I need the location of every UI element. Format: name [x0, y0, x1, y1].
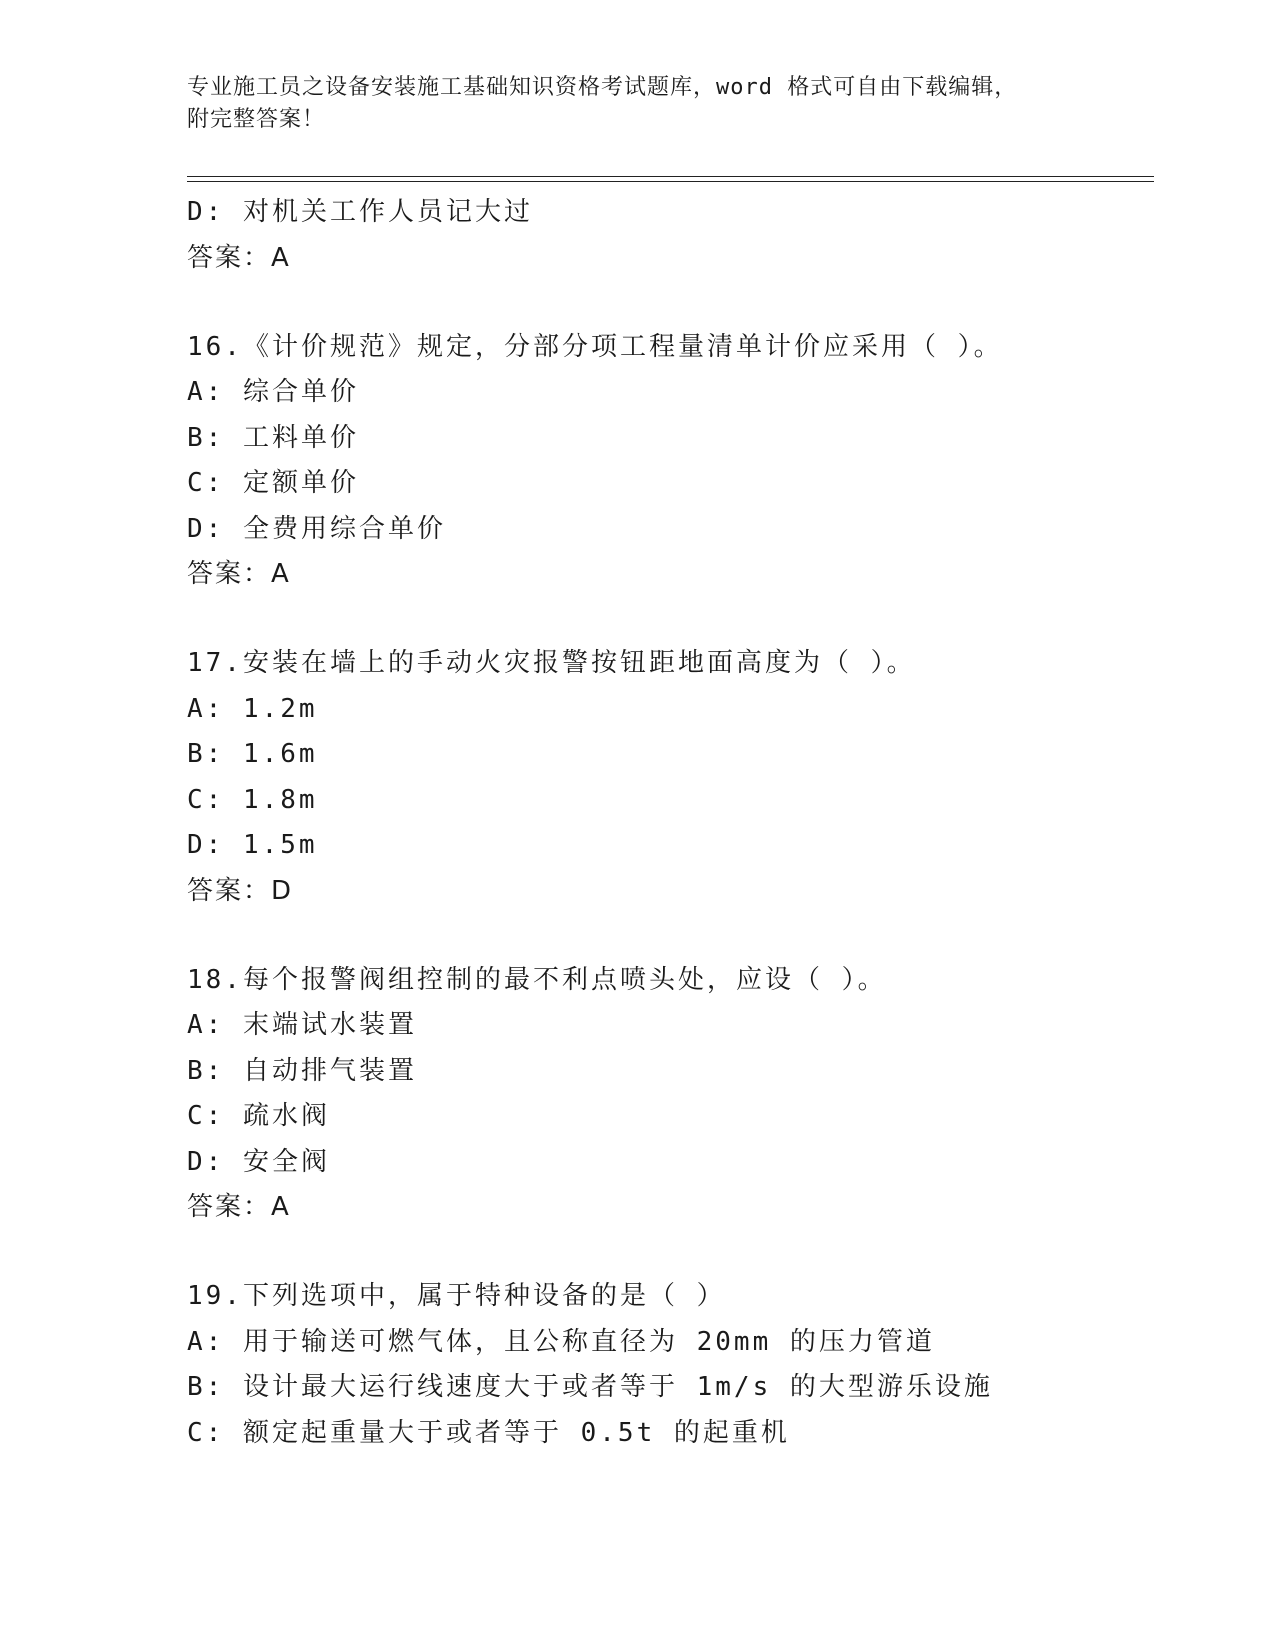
spacer: [187, 1231, 1147, 1275]
question-stem: 19.下列选项中，属于特种设备的是（ ）: [187, 1281, 726, 1311]
previous-question-tail: [187, 190, 1147, 281]
option-a: A: 综合单价: [187, 377, 359, 407]
option-c: C: 疏水阀: [187, 1101, 330, 1131]
option-b: B: 1.6m: [187, 739, 318, 769]
option-d: D: 1.5m: [187, 830, 318, 860]
spacer: [187, 598, 1147, 642]
document-header: [187, 72, 1087, 136]
spacer: [187, 281, 1147, 325]
header-divider-bottom: [187, 181, 1154, 182]
option-a: A: 用于输送可燃气体，且公称直径为 20mm 的压力管道: [187, 1326, 935, 1357]
question-stem: 18.每个报警阀组控制的最不利点喷头处，应设（ ）。: [187, 964, 887, 995]
option-c: C: 定额单价: [187, 468, 359, 498]
answer-line: 答案：A: [187, 559, 291, 589]
option-d: D: 对机关工作人员记大过: [187, 197, 533, 227]
question-stem: 17.安装在墙上的手动火灾报警按钮距地面高度为（ ）。: [187, 648, 916, 678]
question-16: [187, 325, 1147, 598]
option-b: B: 设计最大运行线速度大于或者等于 1m/s 的大型游乐设施: [187, 1372, 993, 1402]
option-a: A: 1.2m: [187, 693, 318, 724]
option-d: D: 安全阀: [187, 1146, 330, 1177]
option-b: B: 工料单价: [187, 422, 359, 453]
option-b: B: 自动排气装置: [187, 1055, 417, 1086]
question-17: [187, 641, 1147, 914]
question-stem: 16.《计价规范》规定，分部分项工程量清单计价应采用（ ）。: [187, 331, 1003, 362]
spacer: [187, 914, 1147, 958]
option-d: D: 全费用综合单价: [187, 513, 446, 544]
option-a: A: 末端试水装置: [187, 1010, 417, 1040]
option-c: C: 额定起重量大于或者等于 0.5t 的起重机: [187, 1417, 790, 1448]
question-19: [187, 1274, 1147, 1456]
question-list: [187, 190, 1147, 1456]
answer-line: 答案：A: [187, 1192, 291, 1222]
header-line-1: 专业施工员之设备安装施工基础知识资格考试题库，word 格式可自由下载编辑，: [187, 75, 1018, 100]
answer-line: 答案：D: [187, 875, 294, 906]
header-divider-top: [187, 176, 1154, 177]
header-line-2: 附完整答案！: [187, 107, 326, 132]
question-18: [187, 958, 1147, 1231]
option-c: C: 1.8m: [187, 784, 318, 815]
answer-line: 答案：A: [187, 242, 291, 273]
